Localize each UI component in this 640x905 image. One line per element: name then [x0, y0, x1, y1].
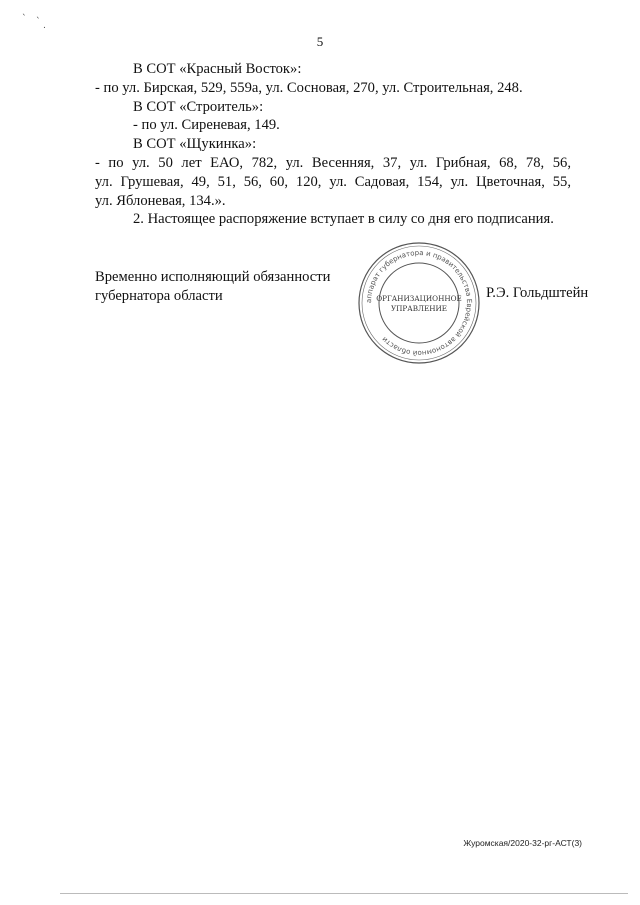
stamp-center-line2: УПРАВЛЕНИЕ	[390, 304, 448, 313]
signature-position	[95, 268, 330, 306]
footer-code: Журомская/2020-32-рг-АСТ(3)	[463, 838, 582, 848]
paragraph-2: 2. Настоящее распоряжение вступает в силу со дня его подписания.	[133, 211, 554, 228]
signature-position-line1: Временно исполняющий обязанности	[95, 269, 331, 285]
stamp-center-line1: ОРГАНИЗАЦИОННОЕ	[376, 294, 462, 303]
section-item: ул. Яблоневая, 134.».	[95, 192, 226, 209]
section-item: - по ул. Бирская, 529, 559а, ул. Сосновая, 270, ул. Строительная, 248.	[95, 79, 523, 96]
section-heading: В СОТ «Щукинка»:	[133, 136, 257, 153]
scan-mark-icon: `	[22, 14, 27, 24]
page-number: 5	[316, 34, 324, 49]
signature-name: Р.Э. Гольдштейн	[486, 285, 589, 301]
scan-edge-divider	[60, 893, 628, 894]
official-stamp-icon	[354, 238, 484, 368]
section-heading: В СОТ «Строитель»:	[133, 98, 264, 115]
document-body	[95, 60, 571, 229]
section-item: - по ул. Сиреневая, 149.	[133, 117, 280, 134]
signature-position-line2: губернатора области	[95, 287, 223, 304]
stamp-ring-text: аппарат губернатора и правительства Еврейской автономной области	[364, 248, 474, 358]
scan-mark-icon: `	[36, 17, 41, 27]
scan-mark-icon: .	[43, 21, 46, 31]
section-heading: В СОТ «Красный Восток»:	[133, 61, 302, 77]
section-item: - по ул. 50 лет ЕАО, 782, ул. Весенняя, 37, ул. Грибная, 68, 78, 56,	[95, 154, 571, 171]
section-item: ул. Грушевая, 49, 51, 56, 60, 120, ул. Садовая, 154, ул. Цветочная, 55,	[95, 173, 571, 190]
